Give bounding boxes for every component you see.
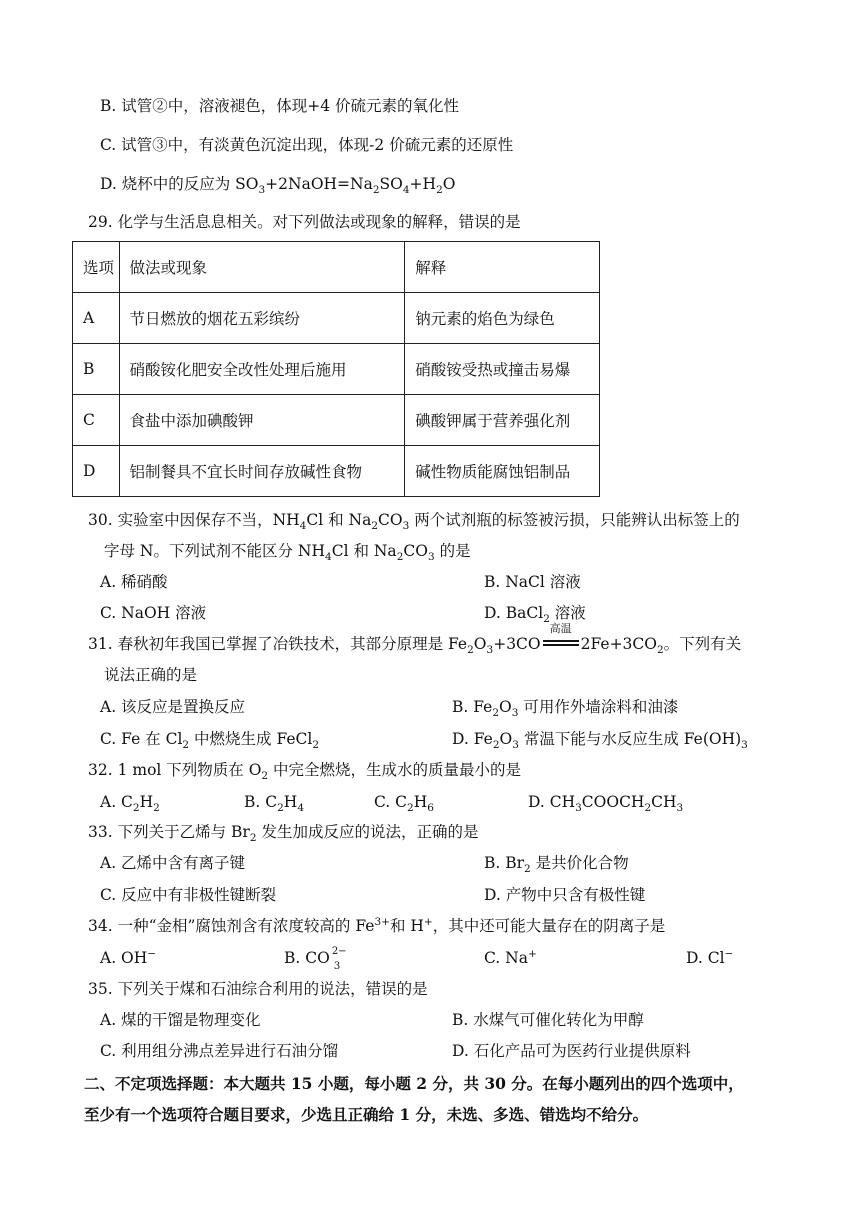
table-cell: 碘酸钾属于营养强化剂 xyxy=(405,395,600,446)
question-31-stem-line2: 说法正确的是 xyxy=(104,666,198,684)
table-header-row xyxy=(73,242,600,293)
question-32-option-b: B. $C_2H_4$ xyxy=(244,793,305,815)
question-34-option-c: C. Na+ xyxy=(484,947,537,967)
question-35-option-d: D. 石化产品可为医药行业提供原料 xyxy=(452,1042,691,1060)
table-cell: 碱性物质能腐蚀铝制品 xyxy=(405,446,600,497)
question-33-option-a: A. 乙烯中含有离子键 xyxy=(100,854,246,872)
question-35-option-c: C. 利用组分沸点差异进行石油分馏 xyxy=(100,1042,339,1060)
table-cell: A xyxy=(73,293,120,344)
table-cell: 硝酸铵受热或撞击易爆 xyxy=(405,344,600,395)
table-cell: 节日燃放的烟花五彩缤纷 xyxy=(119,293,405,344)
question-32-option-c: C. $C_2H_6$ xyxy=(374,793,434,815)
table-cell: 食盐中添加碘酸钾 xyxy=(119,395,405,446)
question-33-option-d: D. 产物中只含有极性键 xyxy=(484,886,646,904)
question-34-option-a: A. OH− xyxy=(100,947,157,967)
table-cell: D xyxy=(73,446,120,497)
question-30-stem-line2: 字母 N。下列试剂不能区分 $NH_4Cl$ 和 $Na_2CO_3$ 的是 xyxy=(104,542,471,564)
section-2-instructions-line1: 二、不定项选择题：本大题共 15 小题，每小题 2 分，共 30 分。在每小题列出的四个选项中， xyxy=(84,1074,744,1093)
question-32-stem: 32. 1 mol 下列物质在 $O_2$ 中完全燃烧，生成水的质量最小的是 xyxy=(88,761,522,783)
question-32-option-a: A. $C_2H_2$ xyxy=(100,793,160,815)
table-row xyxy=(73,293,600,344)
question-35-option-a: A. 煤的干馏是物理变化 xyxy=(100,1011,261,1029)
question-30-stem-line1: 30. 实验室中因保存不当，$NH_4Cl$ 和 $Na_2CO_3$ 两个试剂瓶的标签被污损，只能辨认出标签上的 xyxy=(88,511,740,533)
question-30-option-c: C. NaOH 溶液 xyxy=(100,604,207,622)
question-35-option-b: B. 水煤气可催化转化为甲醇 xyxy=(452,1011,644,1029)
reaction-condition-arrow: 高温 xyxy=(541,634,581,654)
question-33-option-b: B. $Br_2$ 是共价化合物 xyxy=(484,854,629,876)
table-row xyxy=(73,446,600,497)
option-line-b: B. 试管②中，溶液褪色，体现+4 价硫元素的氧化性 xyxy=(100,97,460,115)
table-cell: 钠元素的焰色为绿色 xyxy=(405,293,600,344)
option-line-d: D. 烧杯中的反应为 $SO_3+2NaOH=Na_2SO_4+H_2O$ xyxy=(100,175,456,197)
table-cell: B xyxy=(73,344,120,395)
table-cell: 硝酸铵化肥安全改性处理后施用 xyxy=(119,344,405,395)
table-header-cell: 解释 xyxy=(405,242,600,293)
question-31-option-c: C. Fe 在 $Cl_2$ 中燃烧生成 FeCl$_2$ xyxy=(100,730,320,752)
question-35-stem: 35. 下列关于煤和石油综合利用的说法，错误的是 xyxy=(88,980,428,998)
question-32-option-d: D. $CH_3COOCH_2CH_3$ xyxy=(528,793,684,815)
question-30-option-d: D. BaCl$_2$ 溶液 xyxy=(484,604,586,626)
question-30-option-b: B. NaCl 溶液 xyxy=(484,573,581,591)
question-34-option-d: D. Cl− xyxy=(686,947,734,967)
option-line-c: C. 试管③中，有淡黄色沉淀出现，体现-2 价硫元素的还原性 xyxy=(100,136,514,154)
question-33-option-c: C. 反应中有非极性键断裂 xyxy=(100,886,277,904)
section-2-instructions-line2: 至少有一个选项符合题目要求，少选且正确给 1 分，未选、多选、错选均不给分。 xyxy=(84,1105,649,1124)
question-34-option-b: B. CO 2− 3 xyxy=(284,946,347,972)
question-31-option-d: D. $Fe_2O_3$ 常温下能与水反应生成 $Fe(OH)_3$ xyxy=(452,730,748,752)
question-30-option-a: A. 稀硝酸 xyxy=(100,573,168,591)
question-31-stem-line1: 31. 春秋初年我国已掌握了冶铁技术，其部分原理是 $Fe_2O_3+3CO$ 高温 $2Fe+3CO_2$。下列有关 xyxy=(88,622,742,657)
question-29-table xyxy=(72,241,600,497)
table-cell: 铝制餐具不宜长时间存放碱性食物 xyxy=(119,446,405,497)
question-31-option-a: A. 该反应是置换反应 xyxy=(100,698,246,716)
question-33-stem: 33. 下列关于乙烯与 $Br_2$ 发生加成反应的说法，正确的是 xyxy=(88,823,479,845)
table-row xyxy=(73,344,600,395)
table-row xyxy=(73,395,600,446)
question-34-stem: 34. 一种“金相”腐蚀剂含有浓度较高的 $Fe^{3+}$和 H+，其中还可能大量存在的阴离子是 xyxy=(88,915,666,935)
question-31-option-b: B. $Fe_2O_3$ 可用作外墙涂料和油漆 xyxy=(452,698,679,720)
table-cell: C xyxy=(73,395,120,446)
table-header-cell: 做法或现象 xyxy=(119,242,405,293)
question-29-stem: 29. 化学与生活息息相关。对下列做法或现象的解释，错误的是 xyxy=(88,213,521,231)
table-header-cell: 选项 xyxy=(73,242,120,293)
